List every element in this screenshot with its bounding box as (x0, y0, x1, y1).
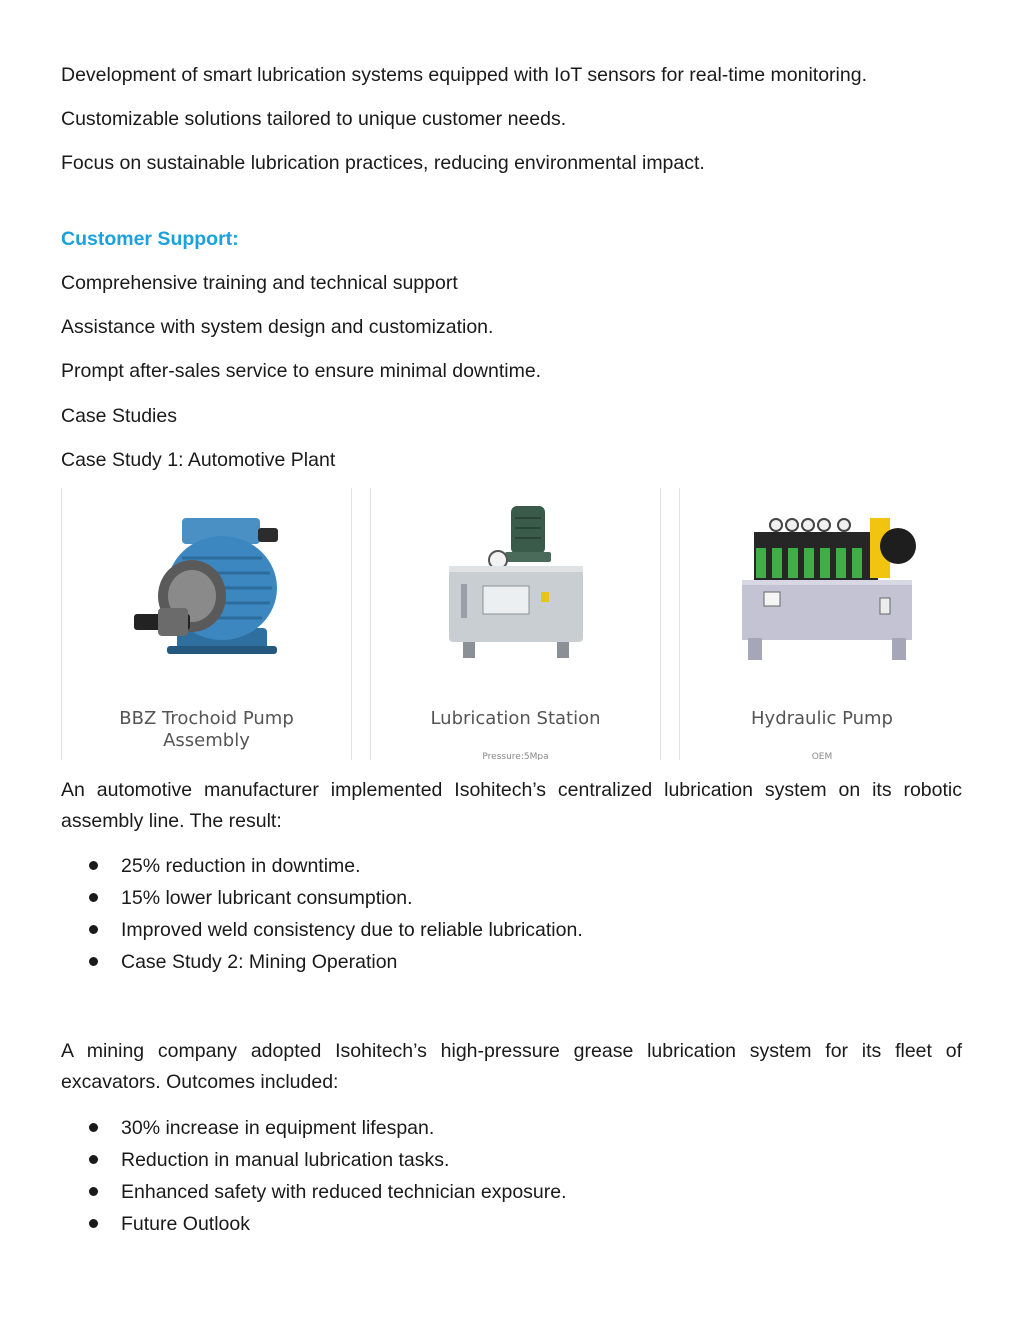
bullet-icon (89, 957, 98, 966)
list-item: Enhanced safety with reduced technician exposure. (61, 1176, 962, 1208)
product-card-hydraulic-pump (679, 488, 963, 760)
list-item: Future Outlook (61, 1208, 962, 1240)
product-card-lubrication-station (370, 488, 661, 760)
hydraulic-pump-image (680, 488, 963, 688)
case-study-2-paragraph: A mining company adopted Isohitech’s high-pressure grease lubrication system for its fleet of excavators. Outcomes included: (61, 1040, 962, 1093)
bullet-icon (89, 1187, 98, 1196)
product-card-trochoid-pump (61, 488, 352, 760)
bullet-icon (89, 925, 98, 934)
bullet-icon (89, 1219, 98, 1228)
product-gallery (61, 488, 963, 760)
support-line-2: Assistance with system design and customization. (61, 316, 494, 338)
support-line-3: Prompt after-sales service to ensure minimal downtime. (61, 360, 542, 382)
product-subcaption-lubrication-station: Pressure:5Mpa (482, 752, 549, 760)
list-item: Reduction in manual lubrication tasks. (61, 1144, 962, 1176)
intro-line-3: Focus on sustainable lubrication practices, reducing environmental impact. (61, 152, 705, 174)
list-item: 15% lower lubricant consumption. (61, 882, 962, 914)
case-study-1-paragraph: An automotive manufacturer implemented Isohitech’s centralized lubrication system on its robotic assembly line. The result: (61, 779, 962, 832)
product-subcaption-hydraulic-pump: OEM (811, 752, 833, 760)
bullet-icon (89, 893, 98, 902)
trochoid-pump-image (62, 488, 351, 688)
bullet-icon (89, 1155, 98, 1164)
case-study-1-results (61, 850, 962, 978)
bullet-icon (89, 861, 98, 870)
case-study-1-label: Case Study 1: Automotive Plant (61, 449, 336, 471)
case-study-2-outcomes (61, 1112, 962, 1240)
list-item: Improved weld consistency due to reliable lubrication. (61, 914, 962, 946)
intro-line-2: Customizable solutions tailored to unique customer needs. (61, 108, 567, 130)
list-item: Case Study 2: Mining Operation (61, 946, 962, 978)
customer-support-heading: Customer Support: (61, 228, 239, 250)
support-line-1: Comprehensive training and technical support (61, 272, 458, 294)
intro-line-1: Development of smart lubrication systems equipped with IoT sensors for real-time monitoring. (61, 64, 867, 86)
list-item: 30% increase in equipment lifespan. (61, 1112, 962, 1144)
product-caption-lubrication-station: Lubrication Station (430, 708, 601, 729)
product-caption-hydraulic-pump: Hydraulic Pump (751, 708, 893, 729)
case-studies-label: Case Studies (61, 405, 177, 427)
list-item: 25% reduction in downtime. (61, 850, 962, 882)
product-caption-trochoid-pump: BBZ Trochoid Pump Assembly (119, 708, 294, 751)
bullet-icon (89, 1123, 98, 1132)
lubrication-station-image (371, 488, 660, 688)
